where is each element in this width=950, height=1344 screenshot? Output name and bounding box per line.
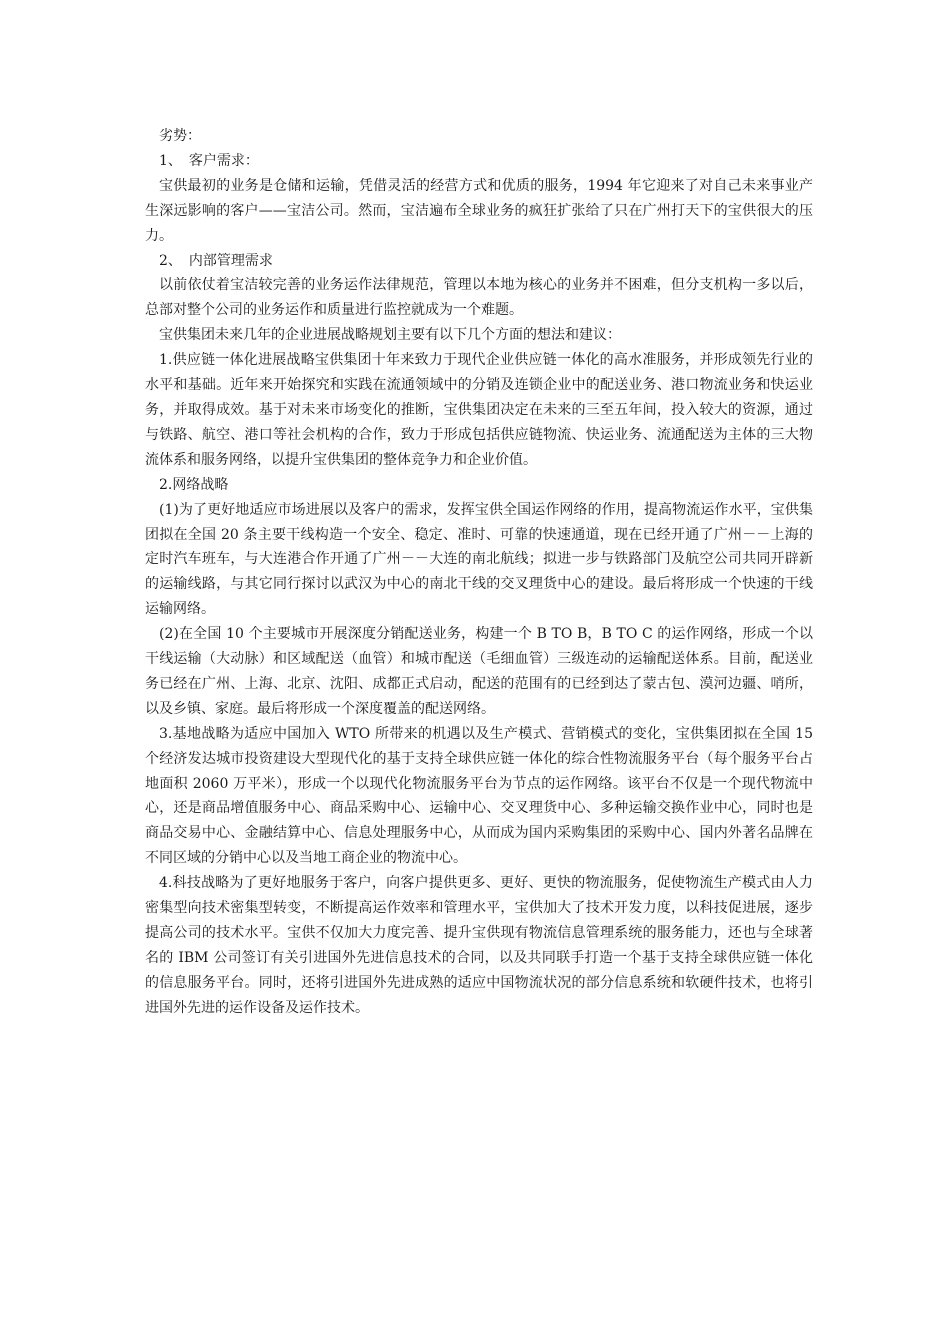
paragraph-heading-internal-management: 2、 内部管理需求 bbox=[159, 252, 273, 269]
paragraph-heading-weaknesses: 劣势： bbox=[159, 128, 201, 144]
paragraph-heading-network-strategy: 2.网络战略 bbox=[159, 476, 229, 493]
paragraph-heading-customer-demand: 1、 客户需求： bbox=[159, 152, 259, 169]
document-body bbox=[145, 124, 813, 1021]
paragraph-supply-chain-strategy: 1.供应链一体化进展战略宝供集团十年来致力于现代企业供应链一体化的高水准服务，并形成领先行业的水平和基础。近年来开始探究和实践在流通领域中的分销及连锁企业中的配送业务、港口物流业务和快运业务，并取得成效。基于对未来市场变化的推断，宝供集团决定在未来的三至五年间，投入较大的资源，通过与铁路、航空、港口等社会机构的合作，致力于形成包括供应链物流、快运业务、流通配送为主体的三大物流体系和服务网络，以提升宝供集团的整体竞争力和企业价值。 bbox=[145, 352, 813, 468]
paragraph-internal-management: 以前依仗着宝洁较完善的业务运作法律规范，管理以本地为核心的业务并不困难，但分支机构一多以后，总部对整个公司的业务运作和质量进行监控就成为一个难题。 bbox=[145, 277, 813, 319]
paragraph-network-strategy-2: (2)在全国 10 个主要城市开展深度分销配送业务，构建一个 B TO B，B TO C 的运作网络，形成一个以干线运输（大动脉）和区域配送（血管）和城市配送（毛细血管）三级连动的运输配送体系。目前，配送业务已经在广州、上海、北京、沈阳、成都正式启动，配送的范围有的已经到达了蒙古包、漠河边疆、哨所，以及乡镇、家庭。最后将形成一个深度覆盖的配送网络。 bbox=[145, 626, 813, 717]
paragraph-technology-strategy: 4.科技战略为了更好地服务于客户，向客户提供更多、更好、更快的物流服务，促使物流生产模式由人力密集型向技术密集型转变，不断提高运作效率和管理水平，宝供加大了技术开发力度，以科技促进展，逐步提高公司的技术水平。宝供不仅加大力度完善、提升宝供现有物流信息管理系统的服务能力，还也与全球著名的 IBM 公司签订有关引进国外先进信息技术的合同，以及共同联手打造一个基于支持全球供应链一体化的信息服务平台。同时，还将引进国外先进成熟的适应中国物流状况的部分信息系统和软硬件技术，也将引进国外先进的运作设备及运作技术。 bbox=[145, 875, 813, 1016]
paragraph-customer-demand: 宝供最初的业务是仓储和运输，凭借灵活的经营方式和优质的服务，1994 年它迎来了对自己未来事业产生深远影响的客户——宝洁公司。然而，宝洁遍布全球业务的疯狂扩张给了只在广州打天下的宝供很大的压力。 bbox=[145, 177, 813, 244]
paragraph-strategy-intro: 宝供集团未来几年的企业进展战略规划主要有以下几个方面的想法和建议： bbox=[159, 327, 621, 344]
paragraph-network-strategy-1: (1)为了更好地适应市场进展以及客户的需求，发挥宝供全国运作网络的作用，提高物流运作水平，宝供集团拟在全国 20 条主要干线构造一个安全、稳定、准时、可靠的快速通道，现在已经开通了广州－－上海的定时汽车班车，与大连港合作开通了广州－－大连的南北航线；拟进一步与铁路部门及航空公司共同开辟新的运输线路，与其它同行探讨以武汉为中心的南北干线的交叉理货中心的建设。最后将形成一个快速的干线运输网络。 bbox=[145, 501, 813, 618]
paragraph-base-strategy: 3.基地战略为适应中国加入 WTO 所带来的机遇以及生产模式、营销模式的变化，宝供集团拟在全国 15 个经济发达城市投资建设大型现代化的基于支持全球供应链一体化的综合性物流服务平台（每个服务平台占地面积 2060 万平米），形成一个以现代化物流服务平台为节点的运作网络。该平台不仅是一个现代物流中心，还是商品增值服务中心、商品采购中心、运输中心、交叉理货中心、多种运输交换作业中心，同时也是商品交易中心、金融结算中心、信息处理服务中心，从而成为国内采购集团的采购中心、国内外著名品牌在不同区域的分销中心以及当地工商企业的物流中心。 bbox=[145, 725, 813, 867]
